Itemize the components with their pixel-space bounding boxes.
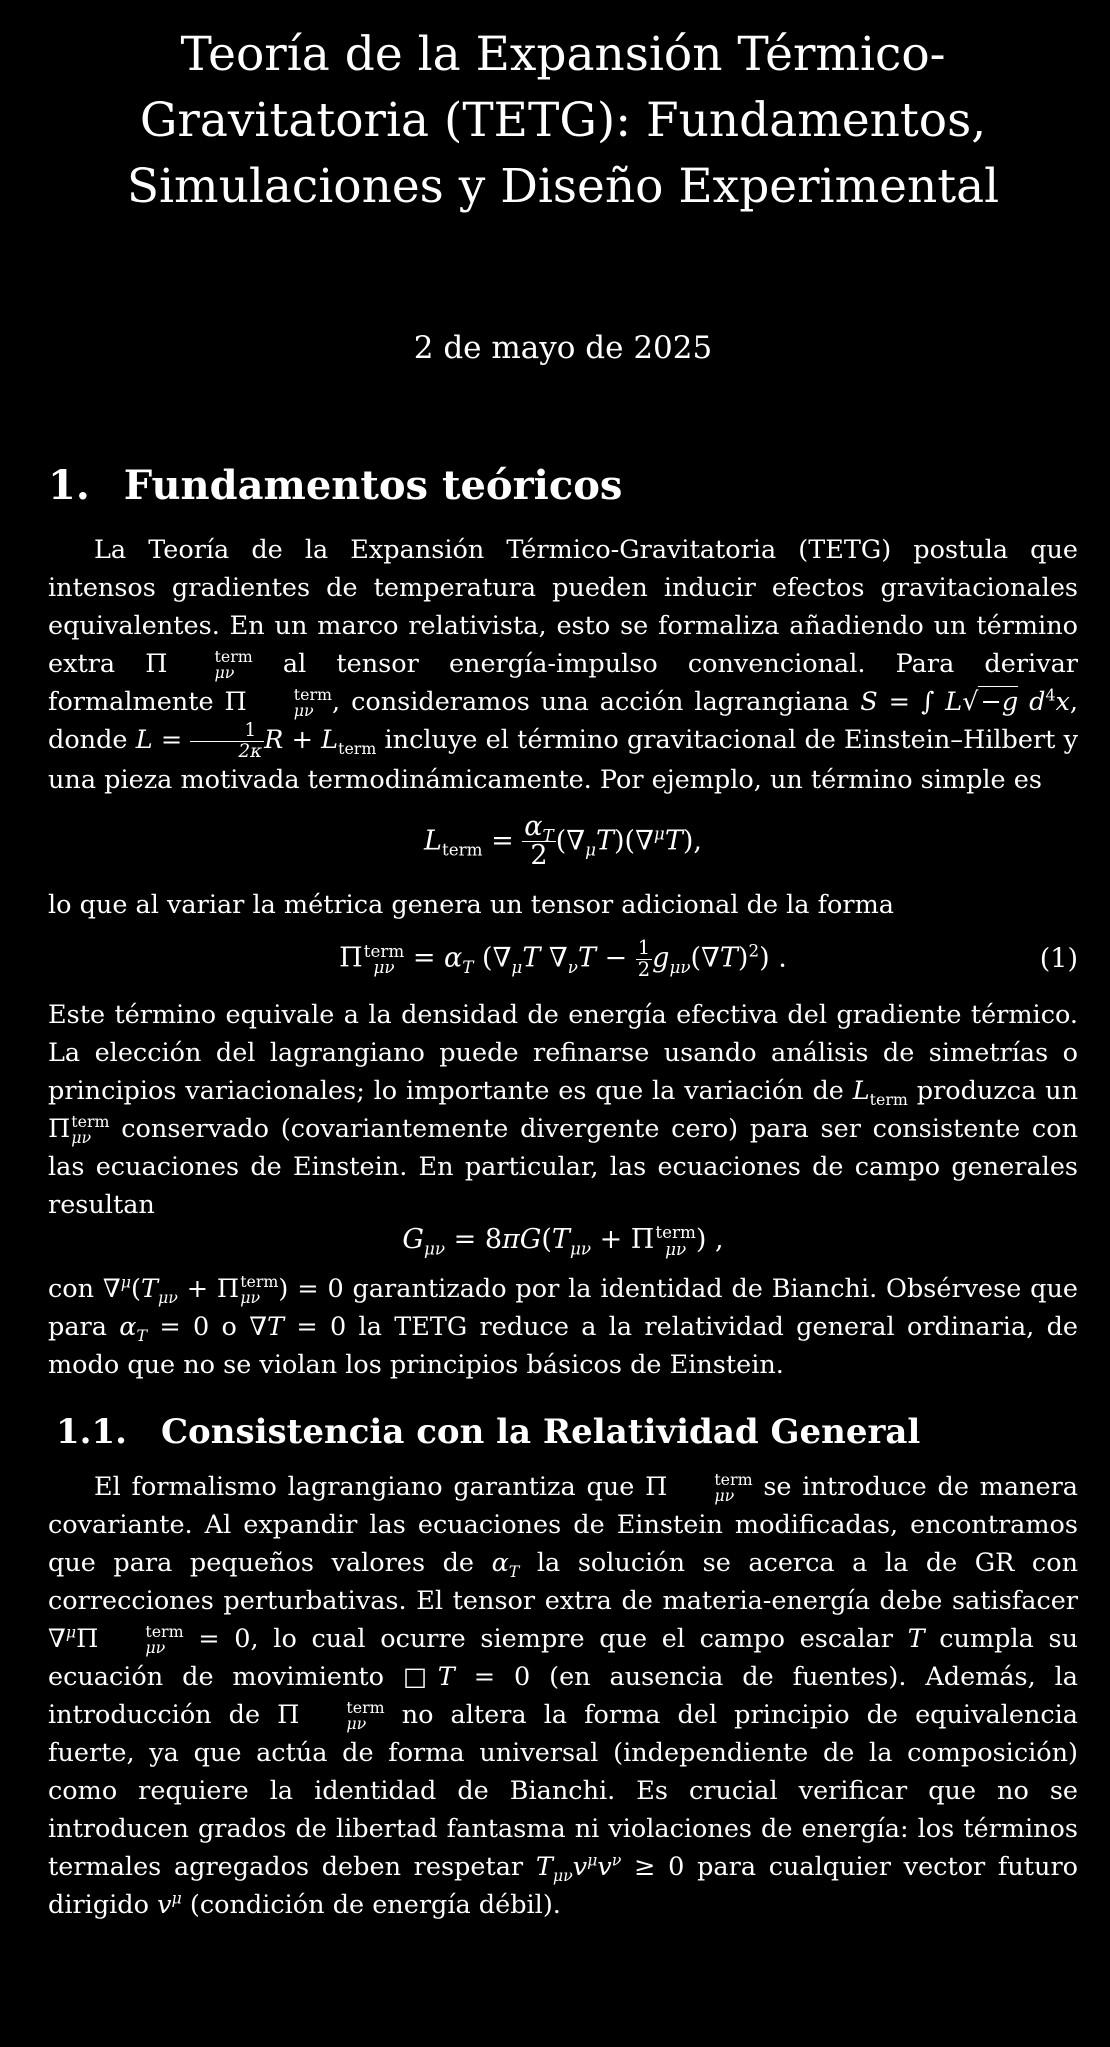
text-run: incluye el término gravitacional de Einstein–Hilbert y una pieza motivada termodinámicamente. Por ejemplo, un término simple es — [48, 725, 1079, 795]
math-T: T — [907, 1623, 925, 1654]
text-run: cumpla su ecuación de movimiento — [48, 1623, 1079, 1692]
math-v: $v^\mu$ — [157, 1888, 182, 1920]
math-L-term: $L_{term}$ — [852, 1076, 908, 1110]
paragraph — [48, 1270, 1078, 1384]
text-run: con — [48, 1273, 103, 1304]
text-run: , lo cual ocurre siempre que el campo escalar — [250, 1623, 908, 1654]
math-box-T: □T = 0 — [402, 1661, 531, 1692]
paper-title: Teoría de la Expansión Térmico-Gravitatoria (TETG): Fundamentos, Simulaciones y Diseño Experimental — [126, 27, 1000, 214]
text-run: garantizado por la identidad de Bianchi. Obsérvese que para — [48, 1273, 1079, 1342]
math-divergence: ∇$^\mu$Π term μν = 0 — [48, 1621, 251, 1657]
math-Pi-term: Π term μν — [277, 1697, 385, 1733]
text-run: al tensor energía-impulso convencional. Para derivar formalmente — [48, 649, 1078, 717]
text-run: , consideramos una acción lagrangiana — [332, 687, 861, 717]
paper-date: 2 de mayo de 2025 — [413, 330, 713, 366]
math-gradT-zero: ∇T = 0 — [249, 1311, 347, 1342]
math-lagrangian: L = $\frac{1}{2\kappa}$ $R + L_{term}$ — [135, 720, 377, 762]
math-alpha-zero: $\alpha_T = 0$ — [119, 1311, 210, 1345]
subsection-title: Consistencia con la Relatividad General — [161, 1411, 921, 1452]
equation-lagrangian-term: $L_{term}$ = $\frac{\alpha_T}{2}$ $(\nabla_\mu T)(\nabla^\mu T)$, — [424, 810, 702, 872]
subsection-heading — [56, 1412, 1078, 1452]
math-Pi-term: Π term μν — [145, 647, 253, 682]
text-run: , donde — [48, 687, 1078, 755]
text-run: o — [209, 1311, 250, 1342]
math-alpha: $\alpha_T$ — [491, 1547, 520, 1581]
paragraph — [48, 531, 1078, 799]
math-Pi-term: Π term μν — [224, 685, 332, 720]
text-run: La Teoría de la Expansión Térmico-Gravitatoria (TETG) postula que intensos gradientes de temperatura pueden inducir efectos gravitacionales equivalentes. En un marco relativista, esto se formaliza añadiendo un término extra — [48, 535, 1078, 679]
text-run: se introduce de manera covariante. Al expandir las ecuaciones de Einstein modificadas, encontramos que para pequeños valores de — [48, 1471, 1078, 1578]
math-Pi-term: Π term μν — [48, 1112, 110, 1148]
text-run: El formalismo lagrangiano garantiza que — [94, 1471, 646, 1502]
math-Pi-term: Π term μν — [645, 1469, 753, 1505]
text-run: la solución se acerca a la de GR con correcciones perturbativas. El tensor extra de materia-energía debe satisfacer — [48, 1547, 1078, 1616]
paragraph: lo que al variar la métrica genera un tensor adicional de la forma — [48, 890, 894, 921]
math-action: S = ∫ L√−g $d^4x$ — [860, 685, 1070, 717]
math-conservation: $\nabla^\mu(T_{\mu\nu} + \Pi$ term μν ) = 0 — [102, 1271, 344, 1307]
equation-1: Π term μν = $\alpha_T$ ($\nabla_\mu T$ $\nabla_\nu T$ − $\frac{1}{2}$ $g_{\mu\nu}(\nabla T)^2$) . (1) — [339, 936, 1078, 981]
equation-field: $G_{\mu\nu} = 8\pi G(T_{\mu\nu} + \Pi$ term μν ) , — [402, 1222, 724, 1259]
section-heading — [48, 462, 1078, 509]
math-energy-condition: $T_{\mu\nu}v^\mu v^\nu \ge 0$ — [535, 1850, 685, 1885]
subsection-number: 1.1. — [56, 1411, 127, 1452]
text-run: conservado (covariantemente divergente cero) para ser consistente con las ecuaciones de Einstein. En particular, las ecuaciones de campo generales resultan — [48, 1114, 1078, 1221]
text-run: para cualquier vector futuro dirigido — [48, 1851, 1079, 1920]
text-run: no altera la forma del principio de equivalencia fuerte, ya que actúa de forma universal (independiente de la composición) como requiere la identidad de Bianchi. Es crucial verificar que no se introducen grados de libertad fantasma ni violaciones de energía: los términos termales agregados deben respetar — [48, 1699, 1079, 1882]
text-run: (en ausencia de fuentes). Además, la introducción de — [48, 1661, 1079, 1730]
text-run: produzca un — [907, 1076, 1078, 1107]
paper-page — [48, 22, 1078, 1924]
text-run: Este término equivale a la densidad de energía efectiva del gradiente térmico. La elección del lagrangiano puede refinarse usando análisis de simetrías o principios variacionales; lo importante es que la variación de — [48, 1000, 1078, 1107]
section-title: Fundamentos teóricos — [123, 462, 623, 509]
paragraph — [48, 1468, 1078, 1924]
text-run: (condición de energía débil). — [181, 1889, 561, 1920]
section-number: 1. — [48, 462, 90, 509]
equation-number: (1) — [1039, 943, 1078, 975]
paragraph — [48, 996, 1078, 1224]
text-run: la TETG reduce a la relatividad general ordinaria, de modo que no se violan los principios básicos de Einstein. — [48, 1311, 1078, 1380]
